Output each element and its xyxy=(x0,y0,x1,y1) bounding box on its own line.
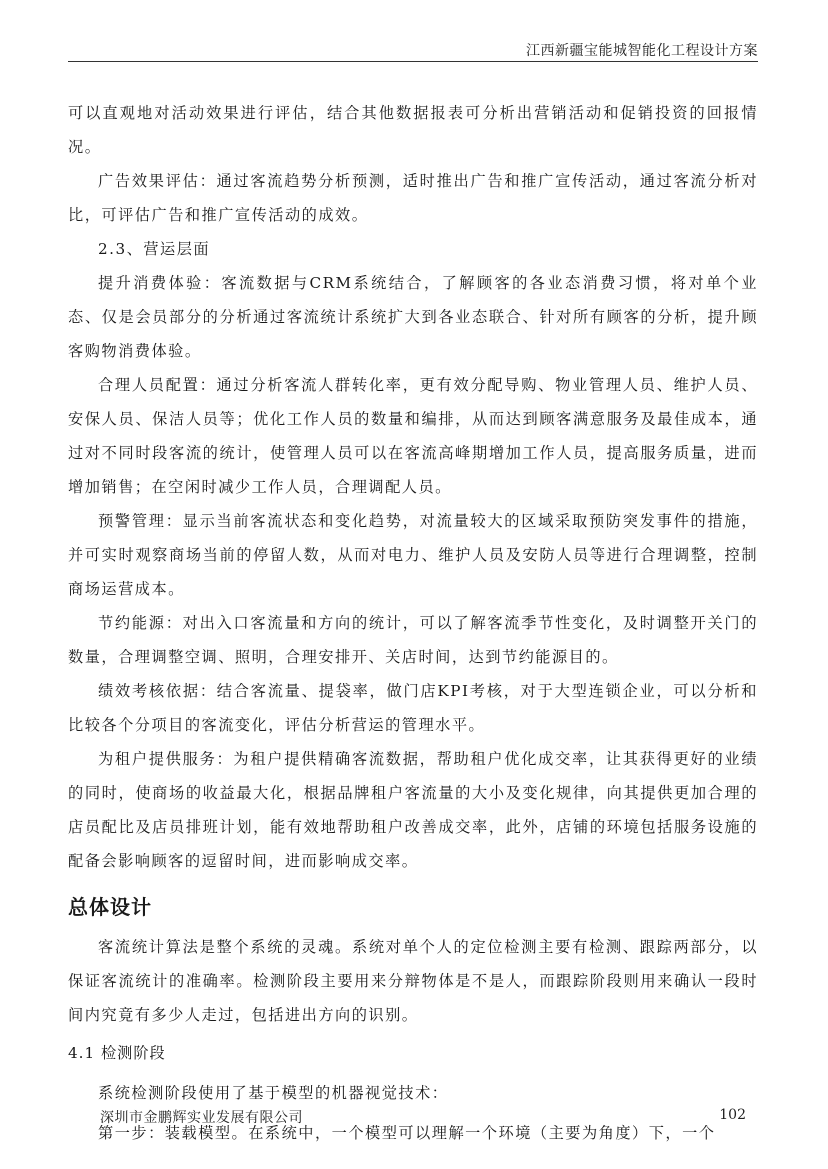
subsection-title: 2.3、营运层面 xyxy=(98,240,211,258)
body-paragraph: 提升消费体验：客流数据与CRM系统结合，了解顾客的各业态消费习惯，将对单个业态、仅是会员部分的分析通过客流统计系统扩大到各业态联合、针对所有顾客的分析，提升顾客购物消费体验。 xyxy=(68,274,758,360)
running-header: 江西新疆宝能城智能化工程设计方案 xyxy=(526,43,758,59)
body-paragraph: 节约能源：对出入口客流量和方向的统计，可以了解客流季节性变化，及时调整开关门的数量，合理调整空调、照明，合理安排开、关店时间，达到节约能源目的。 xyxy=(68,614,758,666)
subsection-heading: 4.1 检测阶段 xyxy=(68,1044,166,1062)
footer-company: 深圳市金鹏辉实业发展有限公司 xyxy=(100,1110,303,1126)
section-heading: 总体设计 xyxy=(68,895,152,919)
body-paragraph: 广告效果评估：通过客流趋势分析预测，适时推出广告和推广宣传活动，通过客流分析对比，可评估广告和推广宣传活动的成效。 xyxy=(68,172,758,224)
body-paragraph: 系统检测阶段使用了基于模型的机器视觉技术： xyxy=(98,1084,449,1102)
header-divider xyxy=(68,61,758,62)
body-paragraph: 可以直观地对活动效果进行评估，结合其他数据报表可分析出营销活动和促销投资的回报情况。 xyxy=(68,104,758,156)
page-number: 102 xyxy=(719,1107,746,1123)
body-paragraph: 预警管理：显示当前客流状态和变化趋势，对流量较大的区域采取预防突发事件的措施，并可实时观察商场当前的停留人数，从而对电力、维护人员及安防人员等进行合理调整，控制商场运营成本。 xyxy=(68,512,758,598)
body-paragraph: 绩效考核依据：结合客流量、提袋率，做门店KPI考核，对于大型连锁企业，可以分析和比较各个分项目的客流变化，评估分析营运的管理水平。 xyxy=(68,682,758,734)
body-paragraph: 第一步：装载模型。在系统中，一个模型可以理解一个环境（主要为角度）下，一个 xyxy=(98,1124,716,1142)
body-paragraph: 为租户提供服务：为租户提供精确客流数据，帮助租户优化成交率，让其获得更好的业绩的同时，使商场的收益最大化，根据品牌租户客流量的大小及变化规律，向其提供更加合理的店员配比及店员排班计划，能有效地帮助租户改善成交率，此外，店铺的环境包括服务设施的配备会影响顾客的逗留时间，进而影响成交率。 xyxy=(68,750,758,870)
page-body xyxy=(68,96,758,1150)
body-paragraph: 客流统计算法是整个系统的灵魂。系统对单个人的定位检测主要有检测、跟踪两部分，以保证客流统计的准确率。检测阶段主要用来分辩物体是不是人，而跟踪阶段则用来确认一段时间内究竟有多少人走过，包括进出方向的识别。 xyxy=(68,938,758,1024)
body-paragraph: 合理人员配置：通过分析客流人群转化率，更有效分配导购、物业管理人员、维护人员、安保人员、保洁人员等；优化工作人员的数量和编排，从而达到顾客满意服务及最佳成本，通过对不同时段客流的统计，使管理人员可以在客流高峰期增加工作人员，提高服务质量，进而增加销售；在空闲时减少工作人员，合理调配人员。 xyxy=(68,376,758,496)
